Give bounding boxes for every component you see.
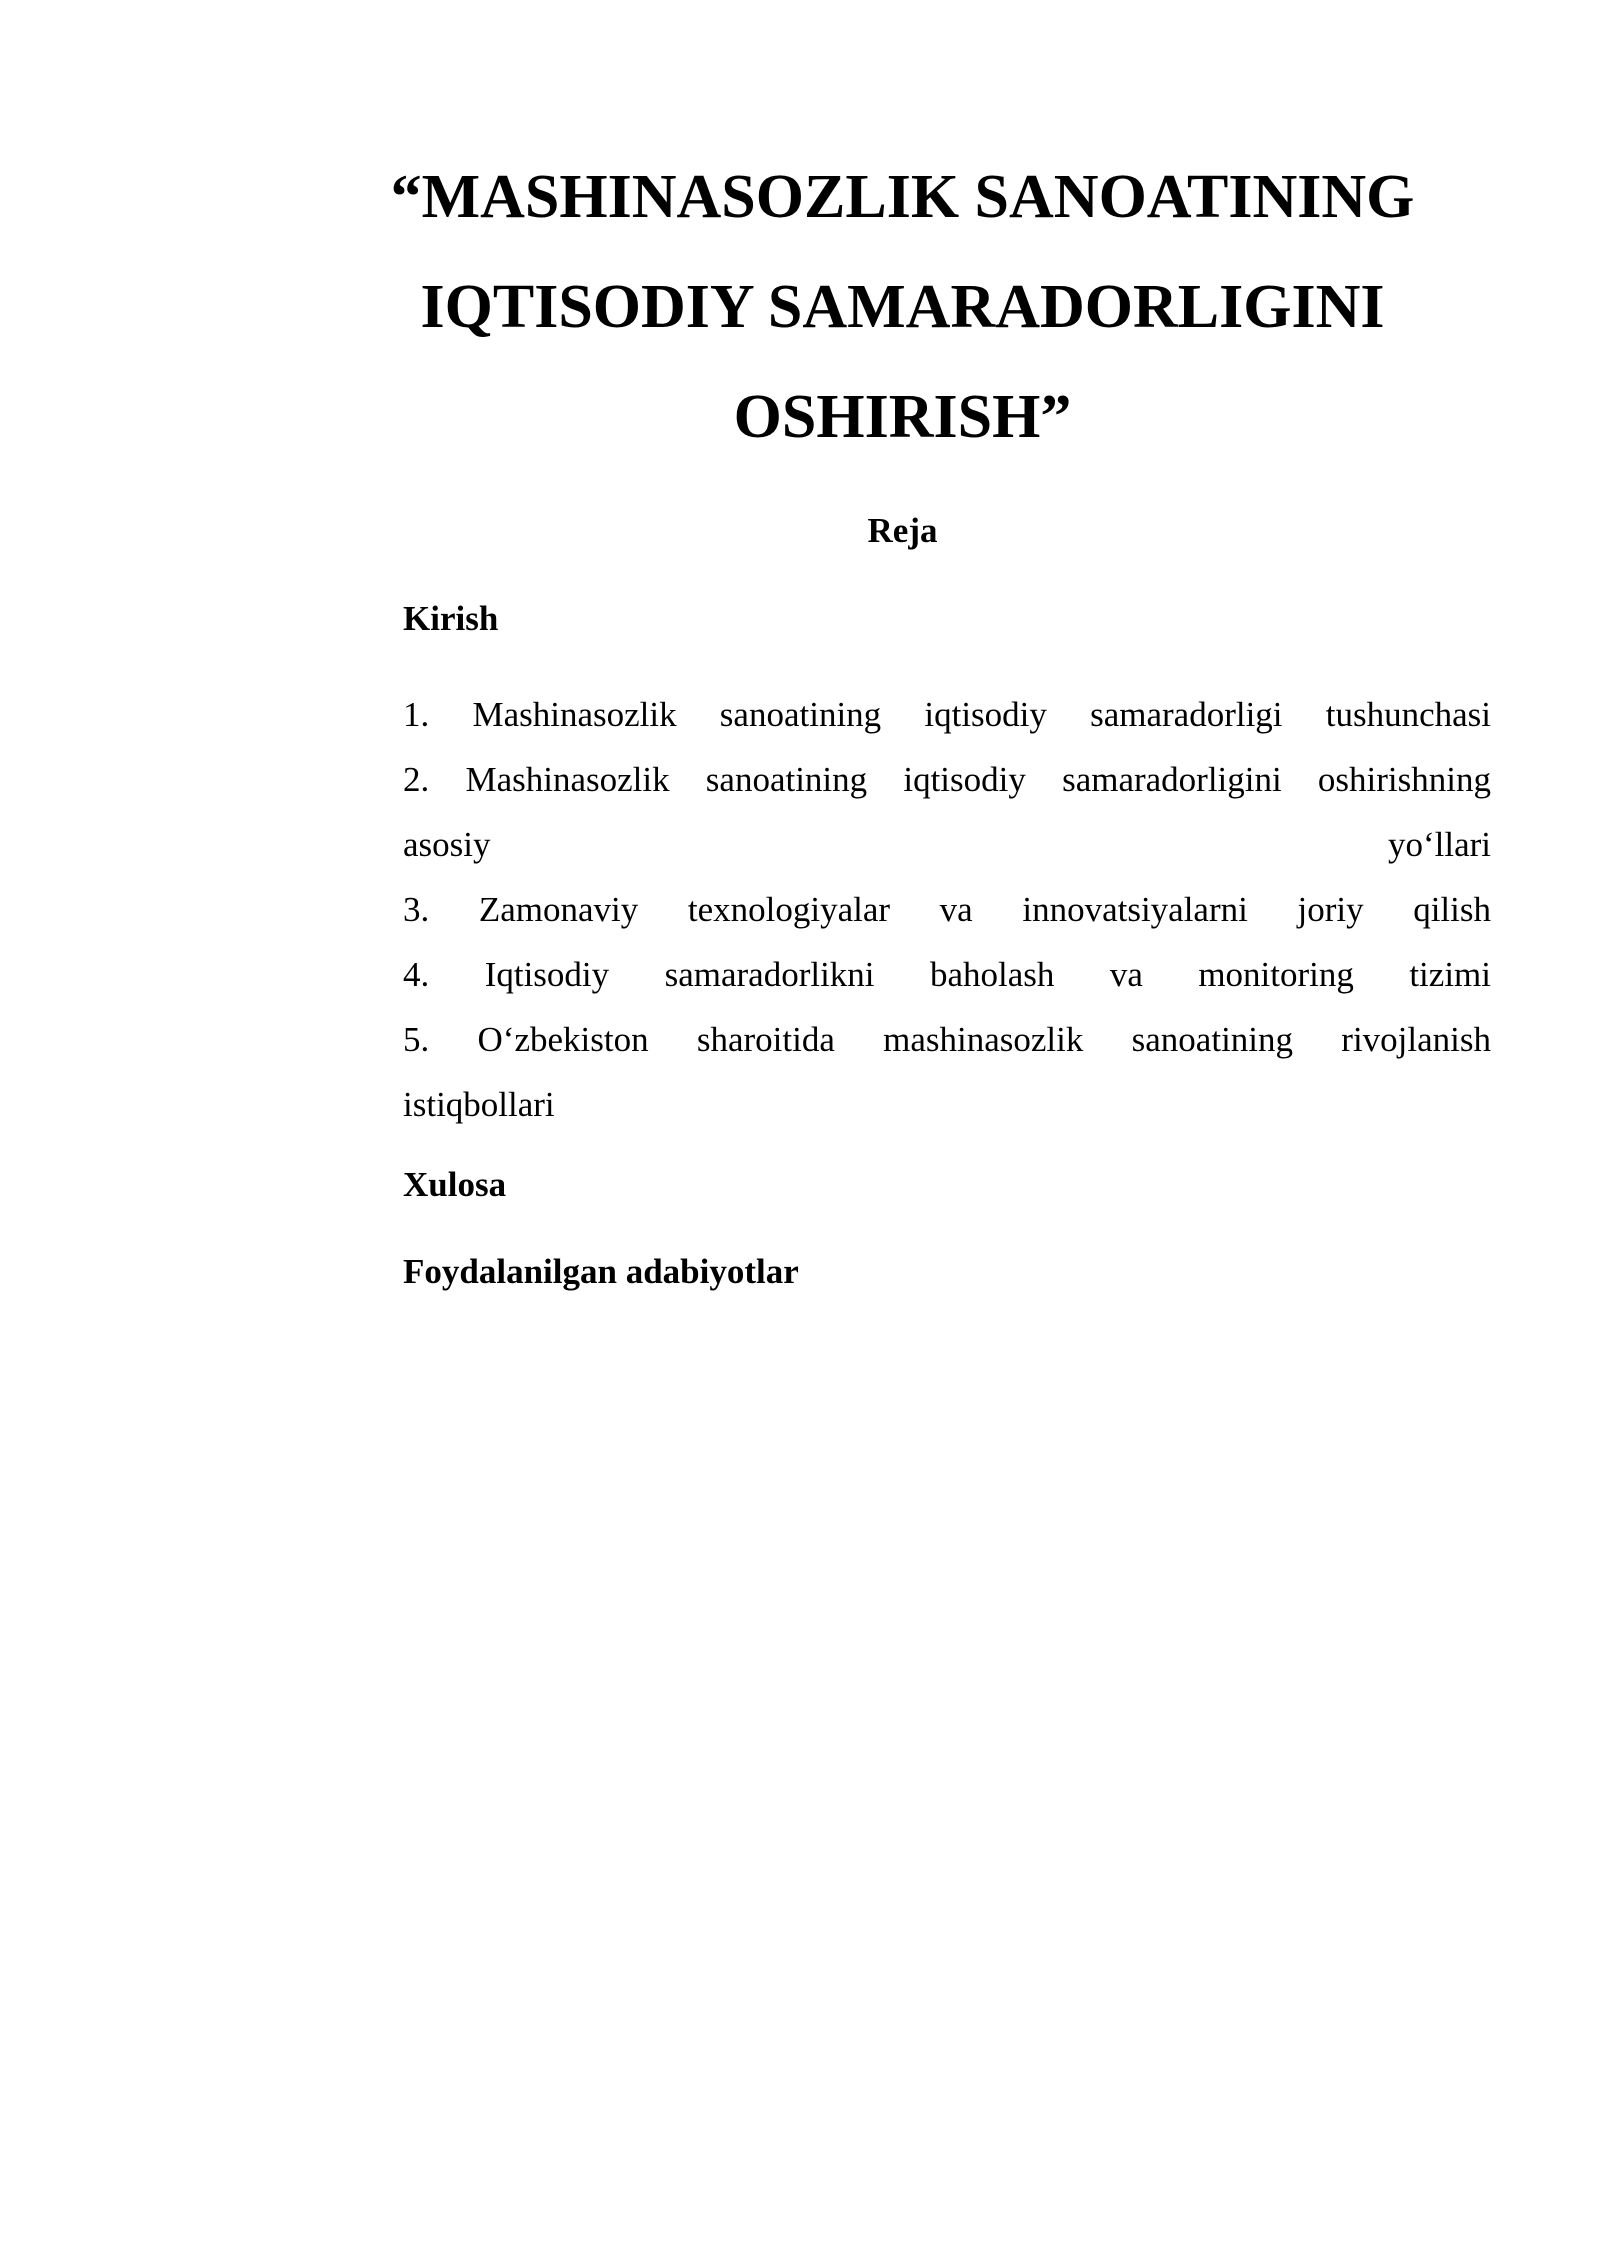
plan-item-2-word-asosiy: asosiy xyxy=(403,825,491,864)
plan-item-3: 3. Zamonaviy texnologiyalar va innovatsiyalarni joriy qilish xyxy=(403,890,1491,929)
conclusion-heading: Xulosa xyxy=(403,1165,507,1204)
plan-item-4: 4. Iqtisodiy samaradorlikni baholash va monitoring tizimi xyxy=(403,955,1491,994)
plan-heading: Reja xyxy=(867,511,938,550)
references-heading: Foydalanilgan adabiyotlar xyxy=(403,1252,799,1291)
plan-item-5-continuation: istiqbollari xyxy=(403,1085,555,1124)
plan-item-1: 1. Mashinasozlik sanoatining iqtisodiy samaradorligi tushunchasi xyxy=(403,695,1491,734)
title-line-3: OSHIRISH” xyxy=(733,383,1072,451)
plan-item-2-word-yollari: yo‘llari xyxy=(1387,825,1491,864)
document-title xyxy=(340,142,1465,472)
title-line-1: “MASHINASOZLIK SANOATINING xyxy=(390,163,1415,231)
intro-heading: Kirish xyxy=(403,599,499,638)
plan-item-2-continuation xyxy=(403,812,1491,877)
plan-item-2: 2. Mashinasozlik sanoatining iqtisodiy samaradorligini oshirishning xyxy=(403,760,1491,799)
plan-item-5: 5. O‘zbekiston sharoitida mashinasozlik sanoatining rivojlanish xyxy=(403,1020,1491,1059)
plan-list xyxy=(403,682,1491,1137)
title-line-2: IQTISODIY SAMARADORLIGINI xyxy=(420,273,1385,341)
